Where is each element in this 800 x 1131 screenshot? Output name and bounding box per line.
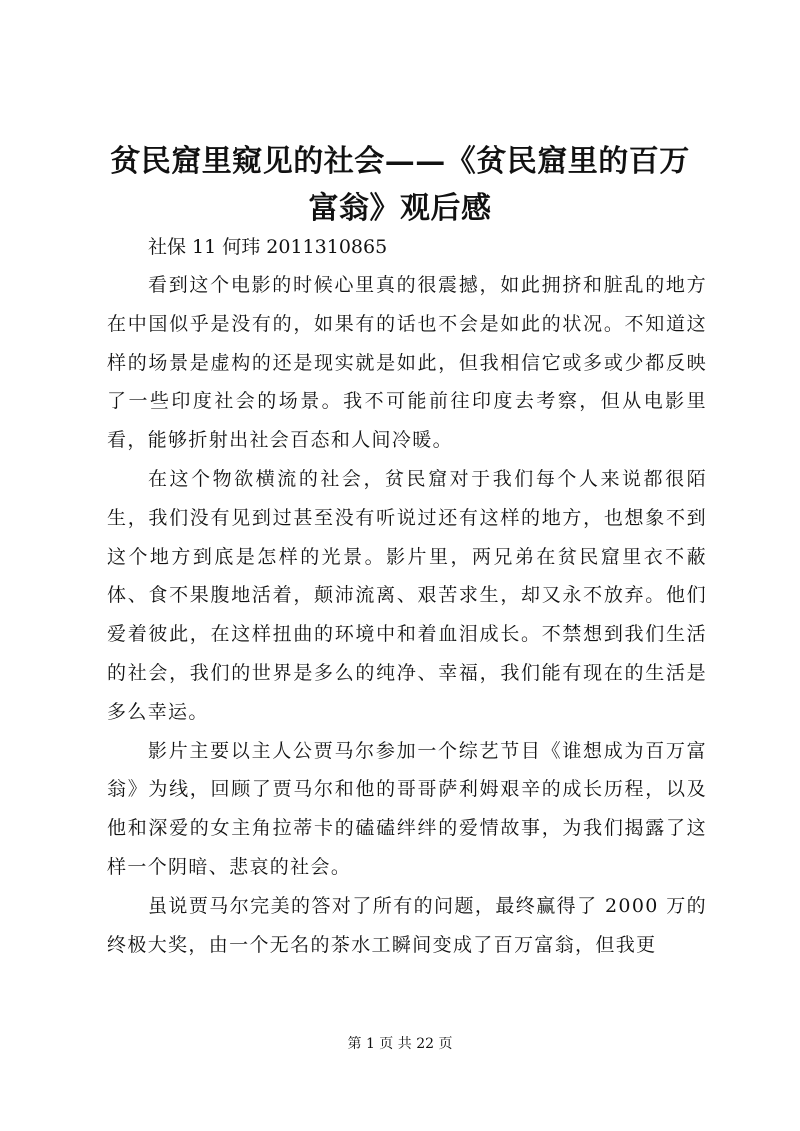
document-title: 贫民窟里窥见的社会——《贫民窟里的百万富翁》观后感 [110,144,690,226]
author-line: 社保 11 何玮 2011310865 [148,236,388,258]
paragraph: 看到这个电影的时候心里真的很震撼，如此拥挤和脏乱的地方在中国似乎是没有的，如果有的话也不会是如此的状况。不知道这样的场景是虚构的还是现实就是如此，但我相信它或多或少都反映了一些印度社会的场景。我不可能前往印度去考察，但从电影里看，能够折射出社会百态和人间冷暖。 [107,274,707,452]
document-body [107,266,707,964]
paragraph: 在这个物欲横流的社会，贫民窟对于我们每个人来说都很陌生，我们没有见到过甚至没有听说过还有这样的地方，也想象不到这个地方到底是怎样的光景。影片里，两兄弟在贫民窟里衣不蔽体、食不果腹地活着，颠沛流离、艰苦求生，却又永不放弃。他们爱着彼此，在这样扭曲的环境中和着血泪成长。不禁想到我们生活的社会，我们的世界是多么的纯净、幸福，我们能有现在的生活是多么幸运。 [107,467,707,723]
paragraph: 虽说贾马尔完美的答对了所有的问题，最终赢得了 2000 万的终极大奖，由一个无名的茶水工瞬间变成了百万富翁，但我更 [107,894,707,956]
paragraph: 影片主要以主人公贾马尔参加一个综艺节目《谁想成为百万富翁》为线，回顾了贾马尔和他的哥哥萨利姆艰辛的成长历程，以及他和深爱的女主角拉蒂卡的磕磕绊绊的爱情故事，为我们揭露了这样一个阴暗、悲哀的社会。 [107,739,707,878]
page-number-footer: 第 1 页 共 22 页 [347,1036,453,1052]
